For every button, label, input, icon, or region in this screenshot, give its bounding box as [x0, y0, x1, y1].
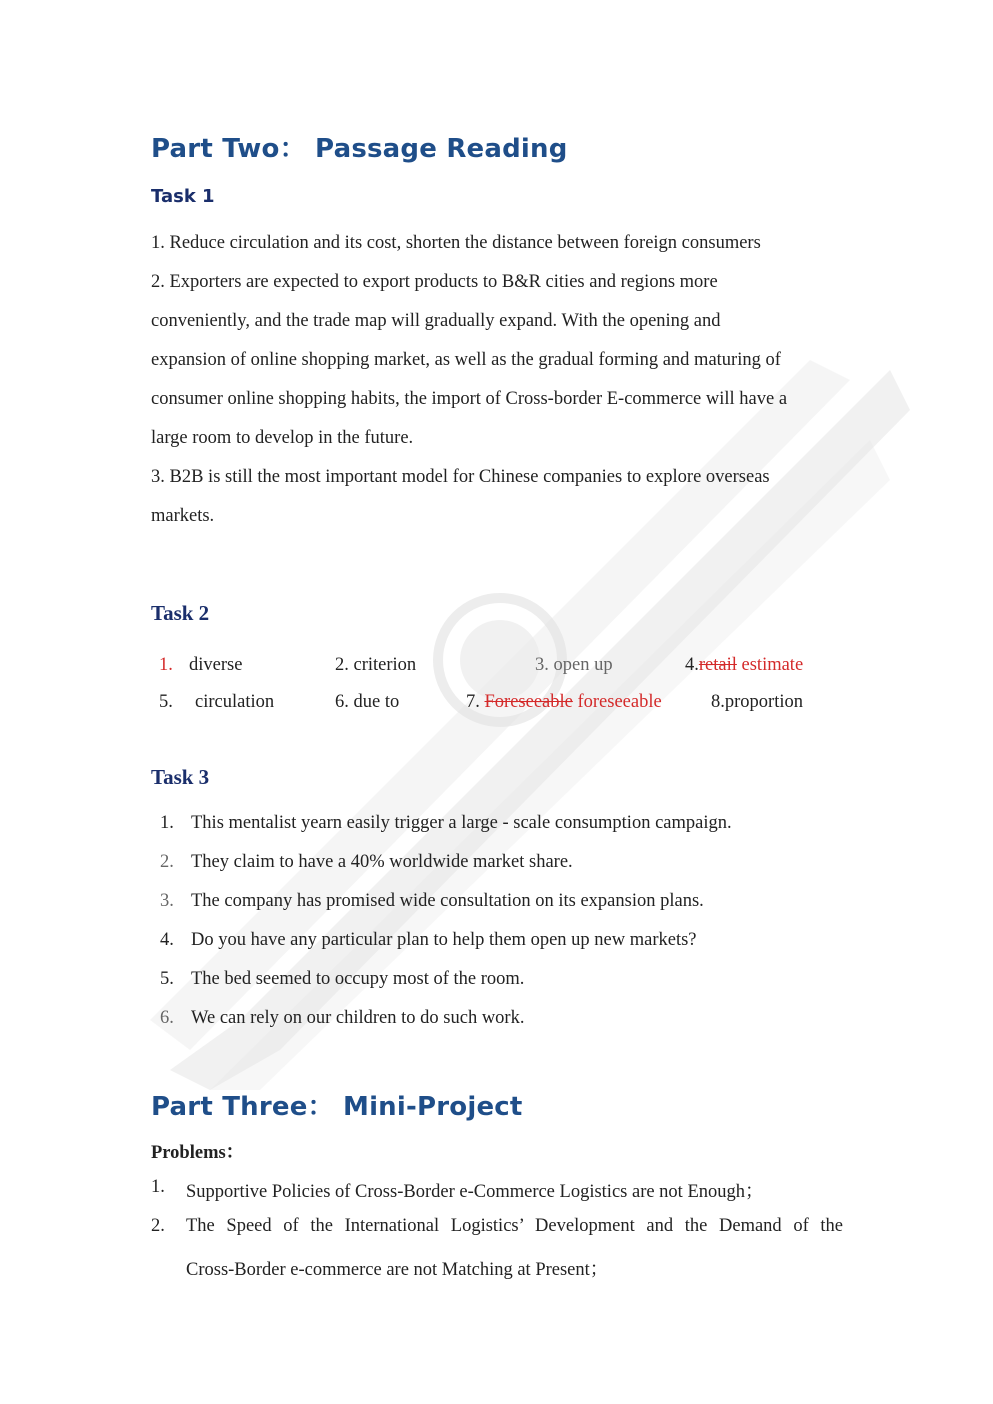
task2-answer-4-correction: estimate — [741, 655, 804, 675]
task1-item-2-line: consumer online shopping habits, the import of Cross-border E-commerce will have a — [151, 389, 788, 409]
task1-item-2-line: expansion of online shopping market, as well as the gradual forming and maturing of — [151, 350, 781, 370]
task1-item-2-line: large room to develop in the future. — [151, 428, 414, 448]
task2-answer-4-number: 4. — [685, 655, 699, 675]
part-two-heading: Part Two： Passage Reading — [151, 134, 568, 164]
task1-heading: Task 1 — [151, 186, 215, 207]
task3-heading: Task 3 — [151, 765, 210, 789]
list-text: The company has promised wide consultation on its expansion plans. — [191, 891, 704, 911]
list-number: 6. — [160, 1008, 174, 1028]
task2-answer-5: circulation — [195, 692, 275, 712]
task3-list-item — [160, 813, 732, 834]
part-three-heading: Part Three： Mini-Project — [151, 1092, 523, 1122]
problem-item-text: The Speed of the International Logistics’ Development and the Demand of the — [186, 1216, 843, 1236]
task2-answer-4-struck: retail — [698, 655, 737, 675]
list-number: 3. — [160, 891, 174, 911]
task3-list-item — [160, 1008, 524, 1029]
task2-answer-7-struck: Foreseeable — [484, 692, 573, 712]
task2-answer-2: 2. criterion — [335, 655, 417, 675]
task2-answer-1-number: 1. — [159, 655, 173, 675]
task3-list-item — [160, 852, 573, 873]
task2-answer-5-number: 5. — [159, 692, 173, 712]
task3-list-item — [160, 969, 524, 990]
list-number: 1. — [160, 813, 174, 833]
task2-answer-8: 8.proportion — [711, 692, 803, 712]
problem-item-number: 1. — [151, 1177, 165, 1197]
task1-item-2-line: 2. Exporters are expected to export products to B&R cities and regions more — [151, 272, 718, 292]
task2-answer-1: diverse — [189, 655, 243, 675]
problems-label: Problems： — [151, 1143, 245, 1163]
task3-list-item — [160, 930, 697, 951]
list-number: 4. — [160, 930, 174, 950]
task2-answer-7-correction: foreseeable — [577, 692, 662, 712]
task2-answer-7-number: 7. — [466, 692, 480, 712]
list-text: This mentalist yearn easily trigger a large - scale consumption campaign. — [191, 813, 732, 833]
list-number: 2. — [160, 852, 174, 872]
problem-item-text: Cross-Border e-commerce are not Matching at Present； — [186, 1260, 609, 1280]
task1-item-3-line: markets. — [151, 506, 215, 526]
list-text: They claim to have a 40% worldwide market share. — [191, 852, 573, 872]
task2-answer-6: 6. due to — [335, 692, 400, 712]
list-number: 5. — [160, 969, 174, 989]
problem-item-text: Supportive Policies of Cross-Border e-Commerce Logistics are not Enough； — [186, 1182, 764, 1202]
task2-heading: Task 2 — [151, 601, 210, 625]
list-text: Do you have any particular plan to help them open up new markets? — [191, 930, 697, 950]
task1-answers — [151, 224, 851, 536]
problem-item-number: 2. — [151, 1216, 165, 1236]
list-text: We can rely on our children to do such work. — [191, 1008, 525, 1028]
task2-answer-4 — [685, 655, 803, 676]
task2-answer-7 — [466, 692, 662, 713]
list-text: The bed seemed to occupy most of the room. — [191, 969, 525, 989]
task1-item-3-line: 3. B2B is still the most important model for Chinese companies to explore overseas — [151, 467, 770, 487]
task3-list-item — [160, 891, 704, 912]
task1-item-2-line: conveniently, and the trade map will gradually expand. With the opening and — [151, 311, 721, 331]
task2-answer-3: 3. open up — [535, 655, 613, 675]
task1-item-1: 1. Reduce circulation and its cost, shorten the distance between foreign consumers — [151, 233, 761, 253]
